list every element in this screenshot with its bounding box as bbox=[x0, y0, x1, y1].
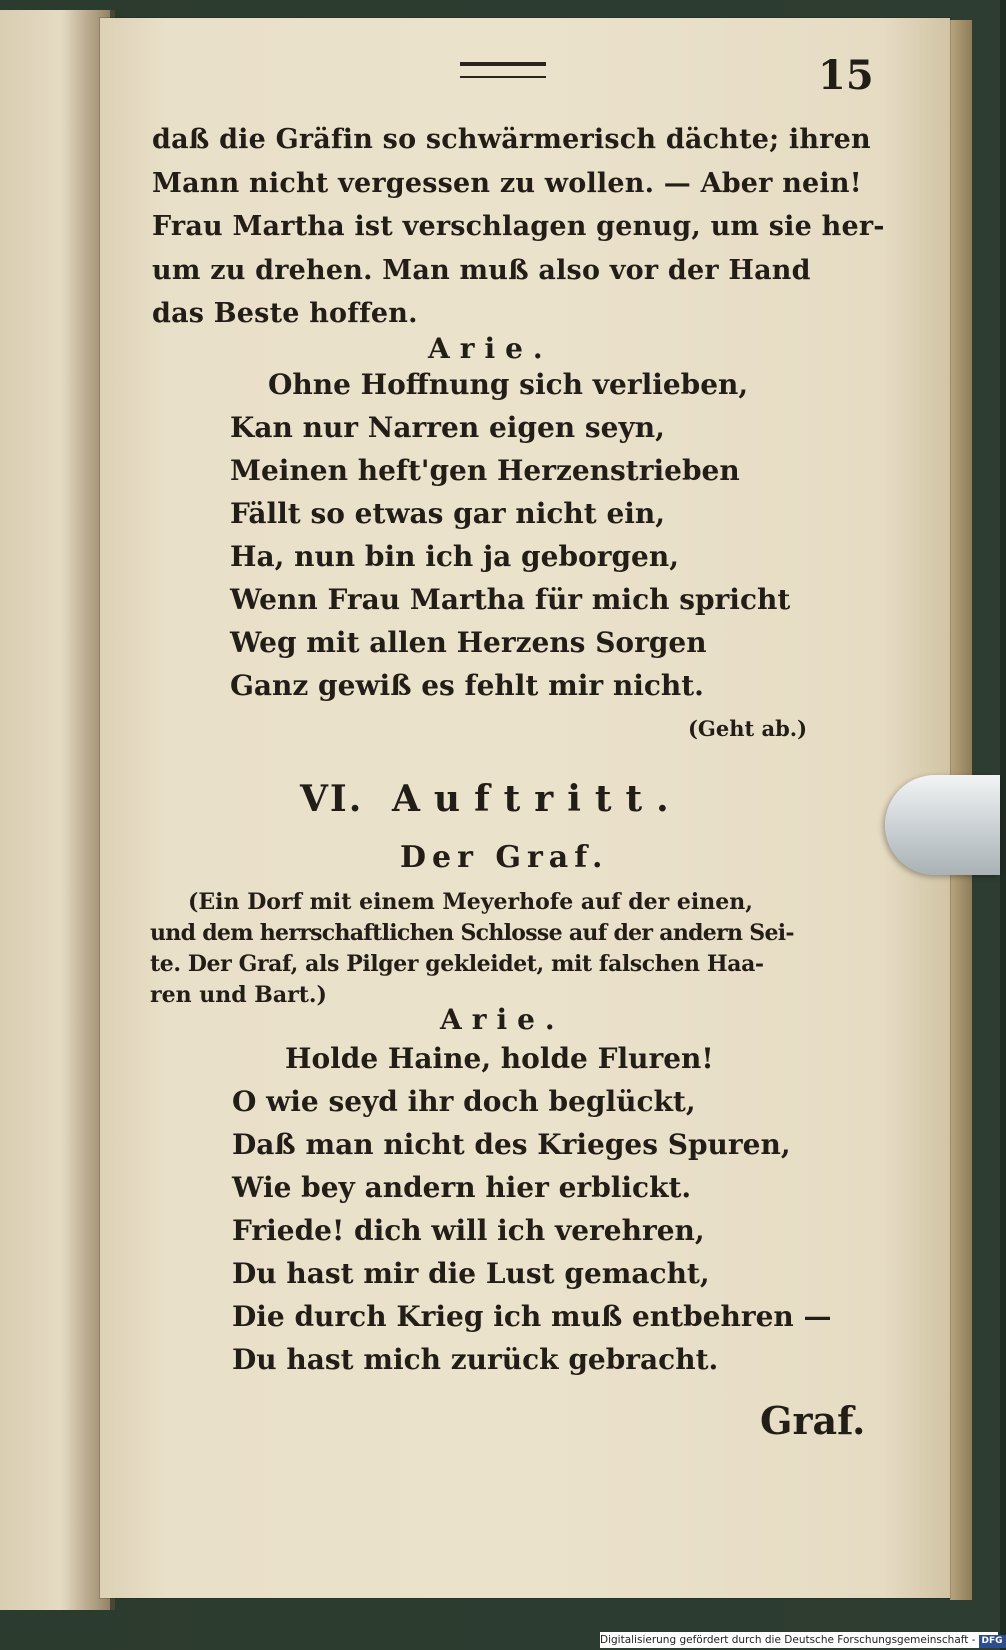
scene-description bbox=[150, 887, 862, 1011]
verse-line: Du hast mich zurück gebracht. bbox=[232, 1343, 719, 1376]
intro-paragraph bbox=[152, 118, 885, 336]
footer-text: Digitalisierung gefördert durch die Deutsche Forschungsgemeinschaft - bbox=[600, 1634, 976, 1646]
text-line: ren und Bart.) bbox=[150, 982, 327, 1008]
header-ornament-rule bbox=[460, 62, 546, 78]
character-name: Der Graf. bbox=[400, 840, 609, 875]
text-line: daß die Gräfin so schwärmerisch dächte; ihren bbox=[152, 124, 871, 155]
aria-heading: Arie. bbox=[428, 332, 553, 365]
verse-line: Ha, nun bin ich ja geborgen, bbox=[230, 540, 679, 573]
dfg-logo: DFG bbox=[979, 1635, 1006, 1648]
verse-line: Ohne Hoffnung sich verlieben, bbox=[268, 368, 749, 401]
verse-line: Ganz gewiß es fehlt mir nicht. bbox=[230, 669, 704, 702]
page-number: 15 bbox=[818, 52, 874, 99]
verse-line: Weg mit allen Herzens Sorgen bbox=[230, 626, 707, 659]
scene-title: Auftritt. bbox=[392, 778, 683, 820]
verse-line: O wie seyd ihr doch beglückt, bbox=[232, 1085, 696, 1118]
verse-line: Wenn Frau Martha für mich spricht bbox=[230, 583, 791, 616]
text-line: te. Der Graf, als Pilger gekleidet, mit falschen Haa- bbox=[150, 951, 764, 977]
verse-line: Du hast mir die Lust gemacht, bbox=[232, 1257, 710, 1290]
catchword: Graf. bbox=[760, 1398, 866, 1443]
verse-line: Die durch Krieg ich muß entbehren — bbox=[232, 1300, 832, 1333]
aria-heading: Arie. bbox=[440, 1003, 565, 1036]
page-holder-clip bbox=[885, 775, 1000, 875]
verse-line: Friede! dich will ich verehren, bbox=[232, 1214, 705, 1247]
text-line: Mann nicht vergessen zu wollen. — Aber nein! bbox=[152, 167, 862, 199]
verse-line: Kan nur Narren eigen seyn, bbox=[230, 411, 665, 444]
verse-line: Meinen heft'gen Herzenstrieben bbox=[230, 454, 740, 487]
verse-line: Wie bey andern hier erblickt. bbox=[232, 1171, 692, 1204]
text-line: um zu drehen. Man muß also vor der Hand bbox=[152, 254, 811, 286]
text-line: Frau Martha ist verschlagen genug, um sie her- bbox=[152, 211, 885, 242]
text-line: das Beste hoffen. bbox=[152, 298, 418, 329]
text-line: und dem herrschaftlichen Schlosse auf der andern Sei- bbox=[150, 920, 794, 946]
funding-footer bbox=[600, 1632, 1003, 1648]
scene-number: VI. bbox=[300, 778, 364, 820]
verse-line: Daß man nicht des Krieges Spuren, bbox=[232, 1128, 791, 1161]
verse-line: Fällt so etwas gar nicht ein, bbox=[230, 497, 665, 530]
text-line: (Ein Dorf mit einem Meyerhofe auf der einen, bbox=[188, 889, 753, 915]
verse-line: Holde Haine, holde Fluren! bbox=[285, 1042, 714, 1075]
stage-direction: (Geht ab.) bbox=[688, 716, 808, 741]
